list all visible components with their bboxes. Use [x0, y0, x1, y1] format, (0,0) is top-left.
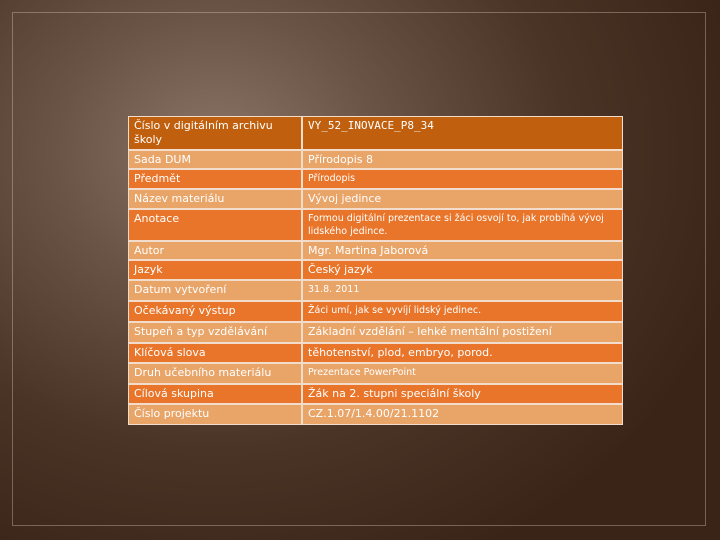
- row-value: těhotenství, plod, embryo, porod.: [303, 344, 622, 362]
- row-value: Základní vzdělání – lehké mentální postižení: [303, 323, 622, 342]
- row-label: Autor: [129, 242, 301, 259]
- row-value: Žáci umí, jak se vyvíjí lidský jedinec.: [303, 302, 622, 321]
- row-label: Anotace: [129, 210, 301, 240]
- row-label: Datum vytvoření: [129, 281, 301, 300]
- table-row: [129, 261, 622, 279]
- row-label: Název materiálu: [129, 190, 301, 208]
- row-label: Klíčová slova: [129, 344, 301, 362]
- table-row: [129, 344, 622, 362]
- row-value: Přírodopis: [303, 170, 622, 188]
- row-label: Číslo v digitálním archivu školy: [129, 117, 301, 149]
- table-row: [129, 323, 622, 342]
- table-row: [129, 210, 622, 240]
- row-value: Žák na 2. stupni speciální školy: [303, 385, 622, 403]
- row-value: 31.8. 2011: [303, 281, 622, 300]
- row-value: Vývoj jedince: [303, 190, 622, 208]
- table-row: [129, 117, 622, 149]
- row-value: Český jazyk: [303, 261, 622, 279]
- row-label: Předmět: [129, 170, 301, 188]
- table-row: [129, 190, 622, 208]
- row-label: Cílová skupina: [129, 385, 301, 403]
- row-value: CZ.1.07/1.4.00/21.1102: [303, 405, 622, 424]
- row-label: Očekávaný výstup: [129, 302, 301, 321]
- table-row: [129, 151, 622, 168]
- row-label: Jazyk: [129, 261, 301, 279]
- row-value: VY_52_INOVACE_P8_34: [303, 117, 622, 149]
- table-row: [129, 281, 622, 300]
- row-value: Formou digitální prezentace si žáci osvojí to, jak probíhá vývoj lidského jedince.: [303, 210, 622, 240]
- row-value: Mgr. Martina Jaborová: [303, 242, 622, 259]
- row-label: Druh učebního materiálu: [129, 364, 301, 383]
- row-label: Stupeň a typ vzdělávání: [129, 323, 301, 342]
- table-row: [129, 405, 622, 424]
- row-value: Prezentace PowerPoint: [303, 364, 622, 383]
- table-row: [129, 364, 622, 383]
- table-row: [129, 385, 622, 403]
- table-row: [129, 170, 622, 188]
- table-row: [129, 302, 622, 321]
- row-label: Sada DUM: [129, 151, 301, 168]
- table-row: [129, 242, 622, 259]
- row-label: Číslo projektu: [129, 405, 301, 424]
- metadata-table: [128, 116, 623, 425]
- row-value: Přírodopis 8: [303, 151, 622, 168]
